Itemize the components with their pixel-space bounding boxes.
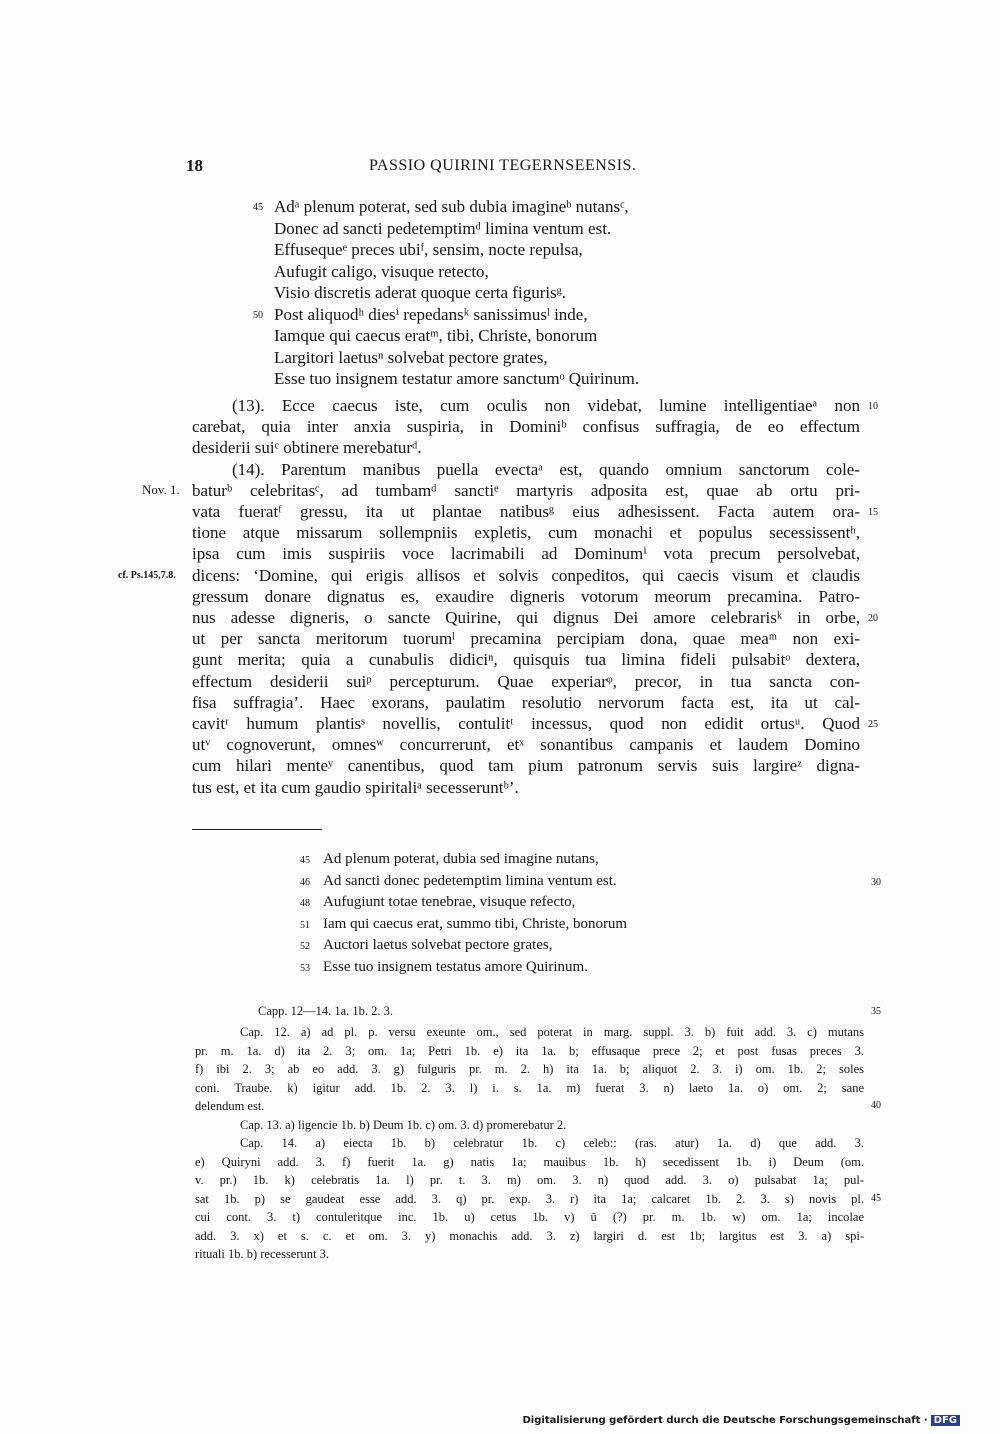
prose-line: fisa suffragia’. Haec exorans, paulatim resolutio nervorum facta est, ita ut cal- [192, 692, 860, 712]
alternate-verse-number: 48 [300, 898, 310, 909]
prose-line: gressum donare dignatus es, exaudire digneris votorum meorum precamina. Patro- [192, 586, 860, 606]
alternate-verse-number: 46 [300, 876, 310, 888]
apparatus-line: rituali 1b. b) recesserunt 3. [195, 1247, 329, 1261]
prose-line: gunt merita; quia a cunabulis didiciⁿ, quisquis tua limina fideli pulsabitᵒ dextera, [192, 650, 860, 670]
page-number: 18 [186, 156, 203, 175]
line-number: 15 [868, 507, 878, 518]
apparatus-line: Cap. 13. a) ligencie 1b. b) Deum 1b. c) om. 3. d) promerebatur 2. [240, 1117, 567, 1132]
line-number: 45 [871, 1192, 881, 1204]
line-number: 25 [868, 719, 878, 730]
apparatus-line: Cap. 14. a) eiecta 1b. b) celebratur 1b. c) celeb:: (ras. atur) 1a. d) que add. 3. [240, 1136, 864, 1150]
prose-line: cum hilari menteʸ canentibus, quod tam pium patronum servis suis largireᶻ digna- [192, 756, 860, 776]
alternate-verse-number: 53 [300, 962, 310, 974]
apparatus-line: sat 1b. p) se gaudeat esse add. 3. q) pr. exp. 3. r) ita 1a; calcaret 1b. 2. 3. s) novis pl. [195, 1191, 864, 1206]
margin-reference: cf. Ps.145,7.8. [118, 569, 176, 581]
apparatus-heading: Capp. 12—14. 1a. 1b. 2. 3. [258, 1004, 394, 1018]
alternate-verse-line: Iam qui caecus erat, summo tibi, Christe, bonorum [323, 915, 628, 932]
line-number: 30 [871, 876, 881, 888]
prose-line: vata fueratᶠ gressu, ita ut plantae natibusᵍ eius adhesissent. Facta autem ora- [192, 502, 860, 521]
verse-line: Esse tuo insignem testatur amore sanctumᵒ Quirinum. [274, 369, 640, 388]
alternate-verse-number: 52 [300, 941, 310, 952]
prose-line: dicens: ‘Domine, qui erigis allisos et solvis conpeditos, qui caecis visum et claudis [192, 565, 860, 585]
verse-number: 45 [253, 202, 263, 213]
alternate-verse-line: Ad plenum poterat, dubia sed imagine nutans, [323, 851, 599, 867]
prose-line: baturᵇ celebritasᶜ, ad tumbamᵈ sanctiᵉ martyris adposita est, quae ab ortu pri- [192, 480, 860, 500]
alternate-verse-number: 51 [300, 919, 310, 931]
verse-line: Post aliquodʰ diesⁱ repedansᵏ sanissimusˡ inde, [274, 304, 588, 324]
prose-line: cavitʳ humum plantisˢ novellis, contulitᵗ incessus, quod non edidit ortusᵘ. Quod [192, 714, 860, 733]
prose-line: (13). Ecce caecus iste, cum oculis non videbat, lumine intelligentiaeᵃ non [232, 396, 860, 415]
prose-line: (14). Parentum manibus puella evectaᵃ est, quando omnium sanctorum cole- [232, 459, 860, 479]
prose-line: carebat, quia inter anxia suspiria, in Dominiᵇ confisus suffragia, de eo effectum [192, 417, 860, 437]
alternate-verse-line: Esse tuo insignem testatus amore Quirinum. [323, 958, 588, 975]
verse-line: Largitori laetusⁿ solvebat pectore grates, [274, 347, 548, 367]
verse-line: Visio discretis aderat quoque certa figurisᵍ. [274, 283, 567, 302]
apparatus-line: cui cont. 3. t) contuleritque inc. 1b. u) cetus 1b. v) ū (?) pr. m. 1b. w) om. 1a; incolae [195, 1210, 864, 1224]
alternate-verse-number: 45 [300, 855, 310, 866]
apparatus-line: coni. Traube. k) igitur add. 1b. 2. 3. l) i. s. 1a. m) fuerat 3. n) laeto 1a. o) om. 2; sane [195, 1080, 864, 1095]
verse-line: Aufugit caligo, visuque retecto, [274, 261, 489, 281]
margin-reference: Nov. 1. [142, 481, 180, 497]
apparatus-line: Cap. 12. a) ad pl. p. versu exeunte om., sed poterat in marg. suppl. 3. b) fuit add. 3. c) mutans [240, 1025, 864, 1039]
line-number: 20 [868, 613, 878, 624]
verse-line: Adᵃ plenum poterat, sed sub dubia imagineᵇ nutansᶜ, [274, 197, 629, 216]
digitization-footer [523, 1415, 961, 1426]
prose-line: tus est, et ita cum gaudio spiritaliᵃ secesseruntᵇ’. [192, 777, 519, 797]
footnote-rule [192, 829, 322, 830]
prose-line: tione atque missarum sollempniis expletis, cum monachi et populus secessissentʰ, [192, 523, 860, 543]
prose-line: ut per sancta meritorum tuorumˡ precamina percipiam dona, quae meaᵐ non exi- [192, 629, 860, 649]
apparatus-line: delendum est. [195, 1099, 265, 1113]
alternate-verse-line: Ad sancti donec pedetemptim limina ventum est. [323, 872, 617, 889]
verse-number: 50 [253, 309, 263, 321]
prose-line: nus adesse digneris, o sancte Quirine, qui dignus Dei amore celebrarisᵏ in orbe, [192, 608, 860, 627]
footer-text: Digitalisierung gefördert durch die Deutsche Forschungsgemeinschaft · [522, 1415, 928, 1426]
verse-line: Iamque qui caecus eratᵐ, tibi, Christe, bonorum [274, 326, 598, 345]
running-head: PASSIO QUIRINI TEGERNSEENSIS. [369, 157, 637, 174]
prose-line: desiderii suiᶜ obtinere merebaturᵈ. [192, 438, 422, 458]
prose-line: effectum desiderii suiᵖ percepturum. Quae experiarᵠ, precor, in tua sancta con- [192, 671, 860, 691]
alternate-verse-line: Aufugiunt totae tenebrae, visuque refecto, [323, 894, 576, 910]
line-number: 40 [871, 1100, 881, 1111]
apparatus-line: pr. m. 1a. d) ita 2. 3; om. 1a; Petri 1b. e) ita 1a. b; effusaque prece 2; et post fusas preces 3. [195, 1043, 864, 1058]
apparatus-line: f) ibi 2. 3; ab eo add. 3. g) fulguris pr. m. 2. h) ita 1a. b; aliquot 2. 3. i) om. 1b. 2; soles [195, 1062, 864, 1076]
alternate-verse-line: Auctori laetus solvebat pectore grates, [323, 937, 553, 953]
verse-line: Effusequeᵉ preces ubiᶠ, sensim, nocte repulsa, [274, 240, 583, 259]
dfg-logo: DFG [931, 1415, 960, 1426]
apparatus-heading-line-number: 35 [871, 1006, 881, 1017]
apparatus-line: v. pr.) 1b. k) celebratis 1a. l) pr. t. 3. m) om. 3. n) quod add. 3. o) pulsabat 1a; pul- [195, 1173, 864, 1187]
line-number: 10 [868, 401, 878, 412]
prose-line: ipsa cum imis suspiriis voce lacrimabili ad Dominumⁱ vota precum persolvebat, [192, 544, 860, 564]
apparatus-line: e) Quiryni add. 3. f) fuerit 1a. g) natis 1a; mauibus 1b. h) secedissent 1b. i) Deum (om. [195, 1154, 864, 1169]
apparatus-line: add. 3. x) et s. c. et om. 3. y) monachis add. 3. z) largiri d. est 1b; largitus est 3. a) spi- [195, 1228, 864, 1243]
prose-line: utᵛ cognoverunt, omnesʷ concurrerunt, etˣ sonantibus campanis et laudem Domino [192, 735, 860, 755]
verse-line: Donec ad sancti pedetemptimᵈ limina ventum est. [274, 218, 612, 238]
